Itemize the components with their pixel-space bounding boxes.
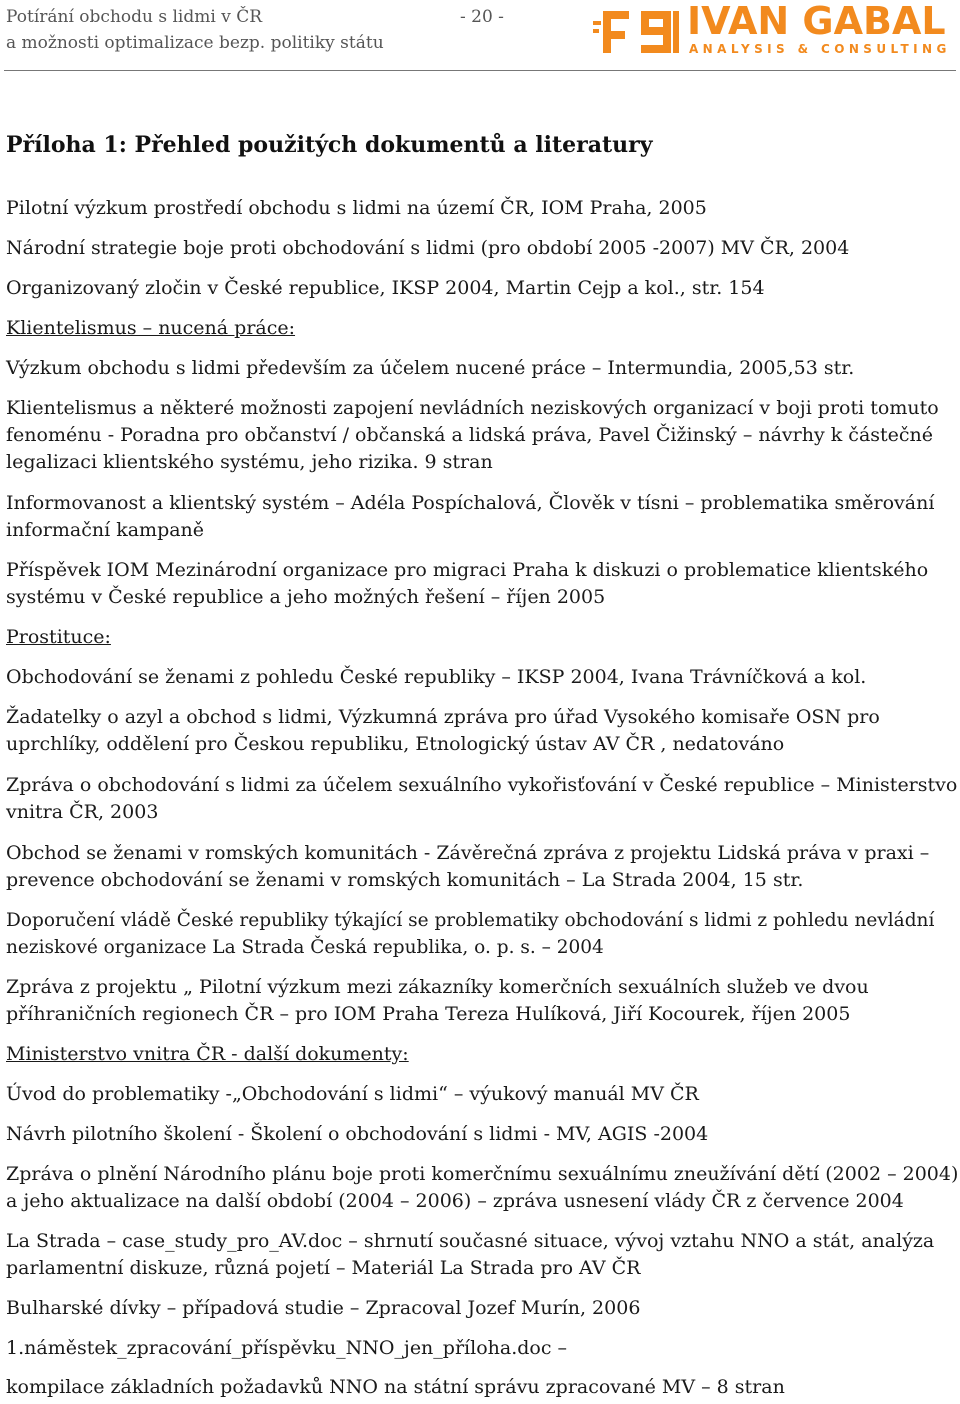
bibliography-entry: kompilace základních požadavků NNO na státní správu zpracované MV – 8 stran — [6, 1376, 785, 1398]
bibliography-entry: Výzkum obchodu s lidmi především za účelem nucené práce – Intermundia, 2005,53 str. — [6, 357, 855, 379]
bibliography-entry: La Strada – case_study_pro_AV.doc – shrnutí současné situace, vývoj vztahu NNO a stát, analýza parlamentní diskuze, různá pojetí – Materiál La Strada pro AV ČR — [6, 1230, 935, 1279]
bibliography-entry: Národní strategie boje proti obchodování s lidmi (pro období 2005 -2007) MV ČR, 2004 — [6, 237, 850, 259]
bibliography-entry: Zpráva o plnění Národního plánu boje proti komerčnímu sexuálnímu zneužívání dětí (2002 – 2004) a jeho aktualizace na další období (2004 – 2006) – zpráva usnesení vlády ČR z července 2004 — [6, 1163, 959, 1212]
bibliography-entry: Příspěvek IOM Mezinárodní organizace pro migraci Praha k diskuzi o problematice klientského systému v České republice a jeho možných řešení – říjen 2005 — [6, 559, 929, 608]
bibliography-entry: Obchodování se ženami z pohledu České republiky – IKSP 2004, Ivana Trávníčková a kol. — [6, 666, 867, 688]
bibliography-entry: Návrh pilotního školení - Školení o obchodování s lidmi - MV, AGIS -2004 — [6, 1123, 709, 1145]
document-title — [6, 4, 384, 56]
section-label-prostitution: Prostituce: — [6, 626, 111, 648]
page-header — [0, 0, 960, 62]
bibliography-entry: Obchod se ženami v romských komunitách - Závěrečná zpráva z projektu Lidská práva v praxi – prevence obchodování se ženami v romských komunitách – La Strada 2004, 15 str. — [6, 842, 930, 891]
bibliography-entry: Pilotní výzkum prostředí obchodu s lidmi na území ČR, IOM Praha, 2005 — [6, 197, 707, 219]
section-label-ministry: Ministerstvo vnitra ČR - další dokumenty: — [6, 1043, 409, 1065]
logo-mark-icon — [593, 7, 679, 55]
section-label-clientelism: Klientelismus – nucená práce: — [6, 317, 296, 339]
bibliography-entry: Úvod do problematiky -„Obchodování s lidmi“ – výukový manuál MV ČR — [6, 1083, 699, 1105]
bibliography-entry: Doporučení vládě České republiky týkající se problematiky obchodování s lidmi z pohledu nevládní neziskové organizace La Strada Česká republika, o. p. s. – 2004 — [6, 910, 935, 958]
page-number: - 20 - — [460, 7, 504, 27]
document-title-line-2: a možnosti optimalizace bezp. politiky státu — [6, 33, 384, 53]
appendix-heading: Příloha 1: Přehled použitých dokumentů a literatury — [6, 132, 653, 158]
ivan-gabal-logo — [593, 0, 957, 59]
bibliography-entry: Informovanost a klientský systém – Adéla Pospíchalová, Člověk v tísni – problematika směrování informační kampaně — [6, 492, 935, 541]
bibliography-entry: Klientelismus a některé možnosti zapojení nevládních neziskových organizací v boji proti tomuto fenoménu - Poradna pro občanství / občanská a lidská práva, Pavel Čižinský – návrhy k částečné legalizaci klientského systému, jeho rizika. 9 stran — [6, 397, 939, 473]
header-divider — [4, 70, 956, 71]
bibliography-entry: Bulharské dívky – případová studie – Zpracoval Jozef Murín, 2006 — [6, 1297, 641, 1319]
document-title-line-1: Potírání obchodu s lidmi v ČR — [6, 7, 263, 27]
bibliography-entry: Organizovaný zločin v České republice, IKSP 2004, Martin Cejp a kol., str. 154 — [6, 277, 765, 299]
logo-name: IVAN GABAL — [687, 0, 946, 43]
bibliography-entry: Zpráva o obchodování s lidmi za účelem sexuálního vykořisťování v České republice – Ministerstvo vnitra ČR, 2003 — [6, 774, 958, 823]
bibliography-entry: Žadatelky o azyl a obchod s lidmi, Výzkumná zpráva pro úřad Vysokého komisaře OSN pro uprchlíky, oddělení pro Českou republiku, Etnologický ústav AV ČR , nedatováno — [6, 706, 880, 755]
bibliography-entry: 1.náměstek_zpracování_příspěvku_NNO_jen_příloha.doc – — [6, 1337, 568, 1359]
bibliography-entry: Zpráva z projektu „ Pilotní výzkum mezi zákazníky komerčních sexuálních služeb ve dvou příhraničních regionech ČR – pro IOM Praha Tereza Hulíková, Jiří Kocourek, říjen 2005 — [6, 976, 869, 1025]
logo-subtitle: ANALYSIS & CONSULTING — [689, 42, 951, 56]
